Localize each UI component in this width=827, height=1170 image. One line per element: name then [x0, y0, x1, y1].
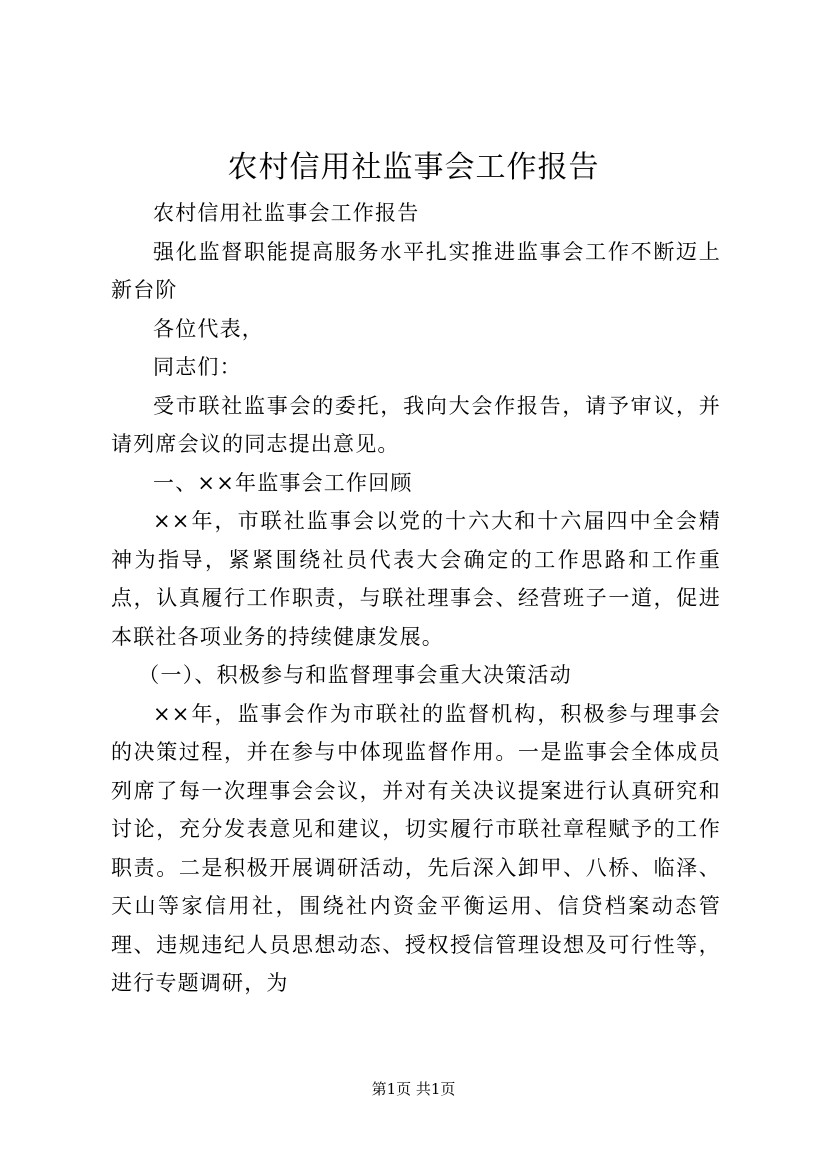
document-title: 农村信用社监事会工作报告 [227, 150, 600, 185]
paragraph-review: ××年，市联社监事会以党的十六大和十六届四中全会精神为指导，紧紧围绕社员代表大会确定的工作思路和工作重点，认真履行工作职责，与联社理事会、经营班子一道，促进本联社各项业务的持续健康发展。 [111, 509, 721, 649]
document-body [111, 194, 721, 1003]
paragraph-greeting-delegates: 各位代表， [153, 316, 264, 341]
page-footer: 第1页 共1页 [371, 1080, 456, 1098]
paragraph-intro: 受市联社监事会的委托，我向大会作报告，请予审议，并请列席会议的同志提出意见。 [111, 393, 721, 456]
paragraph-theme: 强化监督职能提高服务水平扎实推进监事会工作不断迈上新台阶 [111, 239, 721, 302]
subsection-heading-decisions: （一）、积极参与和监督理事会重大决策活动 [138, 663, 572, 687]
section-heading-review: 一、××年监事会工作回顾 [153, 470, 413, 495]
paragraph-decisions: ××年，监事会作为市联社的监督机构，积极参与理事会的决策过程，并在参与中体现监督作用。一是监事会全体成员列席了每一次理事会会议，并对有关决议提案进行认真研究和讨论，充分发表意见和建议，切实履行市联社章程赋予的工作职责。二是积极开展调研活动，先后深入卸甲、八桥、临泽、天山等家信用社，围绕社内资金平衡运用、信贷档案动态管理、违规违纪人员思想动态、授权授信管理设想及可行性等，进行专题调研，为 [111, 701, 721, 995]
paragraph-subtitle: 农村信用社监事会工作报告 [153, 201, 420, 225]
paragraph-greeting-comrades: 同志们： [153, 355, 242, 379]
